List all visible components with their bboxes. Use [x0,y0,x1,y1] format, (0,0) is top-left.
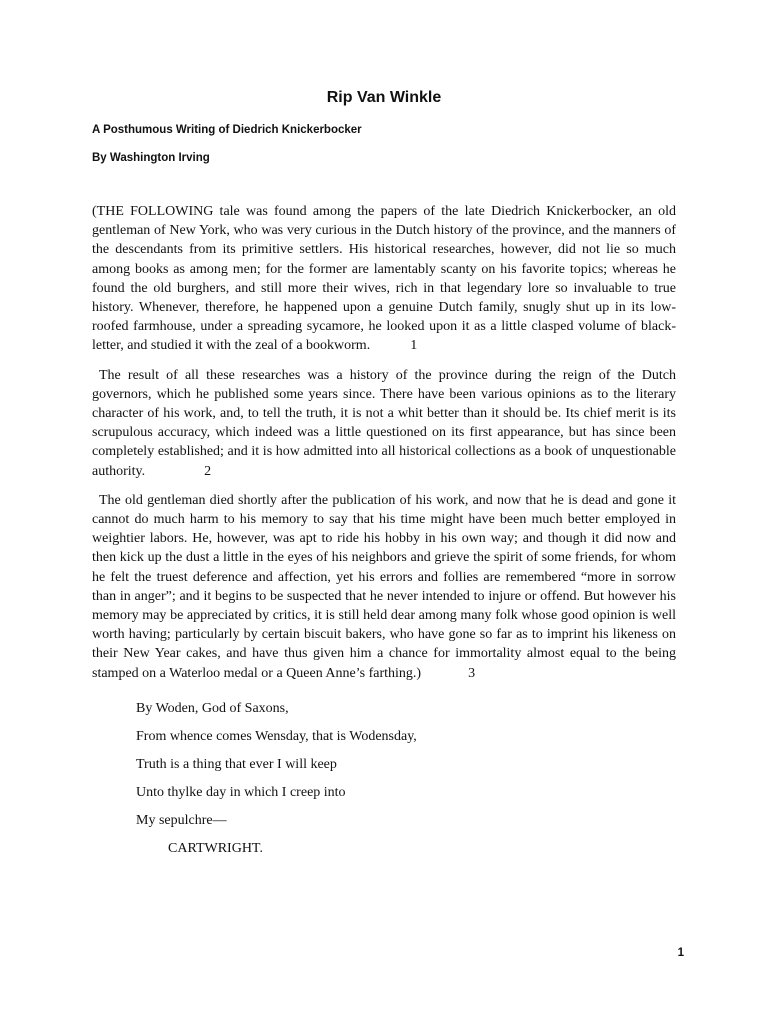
verse-line: By Woden, God of Saxons, [136,700,289,716]
document-subtitle: A Posthumous Writing of Diedrich Knickerbocker [92,124,362,136]
verse-attribution: CARTWRIGHT. [168,840,263,856]
paragraph-2 [92,366,676,481]
page-number: 1 [677,947,684,959]
verse-line: My sepulchre— [136,812,227,828]
verse-line: Unto thylke day in which I creep into [136,784,346,800]
paragraph-number: 3 [468,665,476,681]
verse-line: Truth is a thing that ever I will keep [136,756,337,772]
verse-block [92,699,676,858]
paragraph-text: The old gentleman died shortly after the publication of his work, and now that he is dead and gone it cannot do much harm to his memory to say that his time might have been much better employed in weightier labors. He, however, was apt to ride his hobby in his own way; and though it did now and then kick up the dust a little in the eyes of his neighbors and grieve the spirit of some friends, for whom he felt the truest deference and affection, yet his errors and follies are remembered “more in sorrow than in anger”; and it begins to be suspected that he never intended to injure or offend. But however his memory may be appreciated by critics, it is still held dear among many folk whose good opinion is well worth having; particularly by certain biscuit bakers, who have gone so far as to imprint his likeness on their New Year cakes, and have thus given him a chance for immortality almost equal to the being stamped on a Waterloo medal or a Queen Anne’s farthing.) [92,492,676,681]
document-title: Rip Van Winkle [326,89,442,106]
paragraph-text: The result of all these researches was a history of the province during the reign of the Dutch governors, which he published some years since. There have been various opinions as to the literary character of his work, and, to tell the truth, it is not a whit better than it should be. Its chief merit is its scrupulous accuracy, which indeed was a little questioned on its first appearance, but has since been completely established; and it is how admitted into all historical collections as a book of unquestionable authority. [92,367,676,479]
paragraph-1 [92,202,676,356]
paragraph-text: (THE FOLLOWING tale was found among the papers of the late Diedrich Knickerbocker, an old gentleman of New York, who was very curious in the Dutch history of the province, and the manners of the descendants from its primitive settlers. His historical researches, however, did not lie so much among books as among men; for the former are lamentably scanty on his favorite topics; whereas he found the old burghers, and still more their wives, rich in that legendary lore so invaluable to true history. Whenever, therefore, he happened upon a genuine Dutch family, snugly shut up in its low-roofed farmhouse, under a spreading sycamore, he looked upon it as a little clasped volume of black-letter, and studied it with the zeal of a bookworm. [92,204,676,354]
paragraph-number: 2 [204,463,212,479]
verse-line: From whence comes Wensday, that is Wodensday, [136,728,417,744]
paragraph-3 [92,491,676,683]
document-body [92,202,676,858]
author-byline: By Washington Irving [92,152,210,164]
paragraph-number: 1 [410,338,418,354]
